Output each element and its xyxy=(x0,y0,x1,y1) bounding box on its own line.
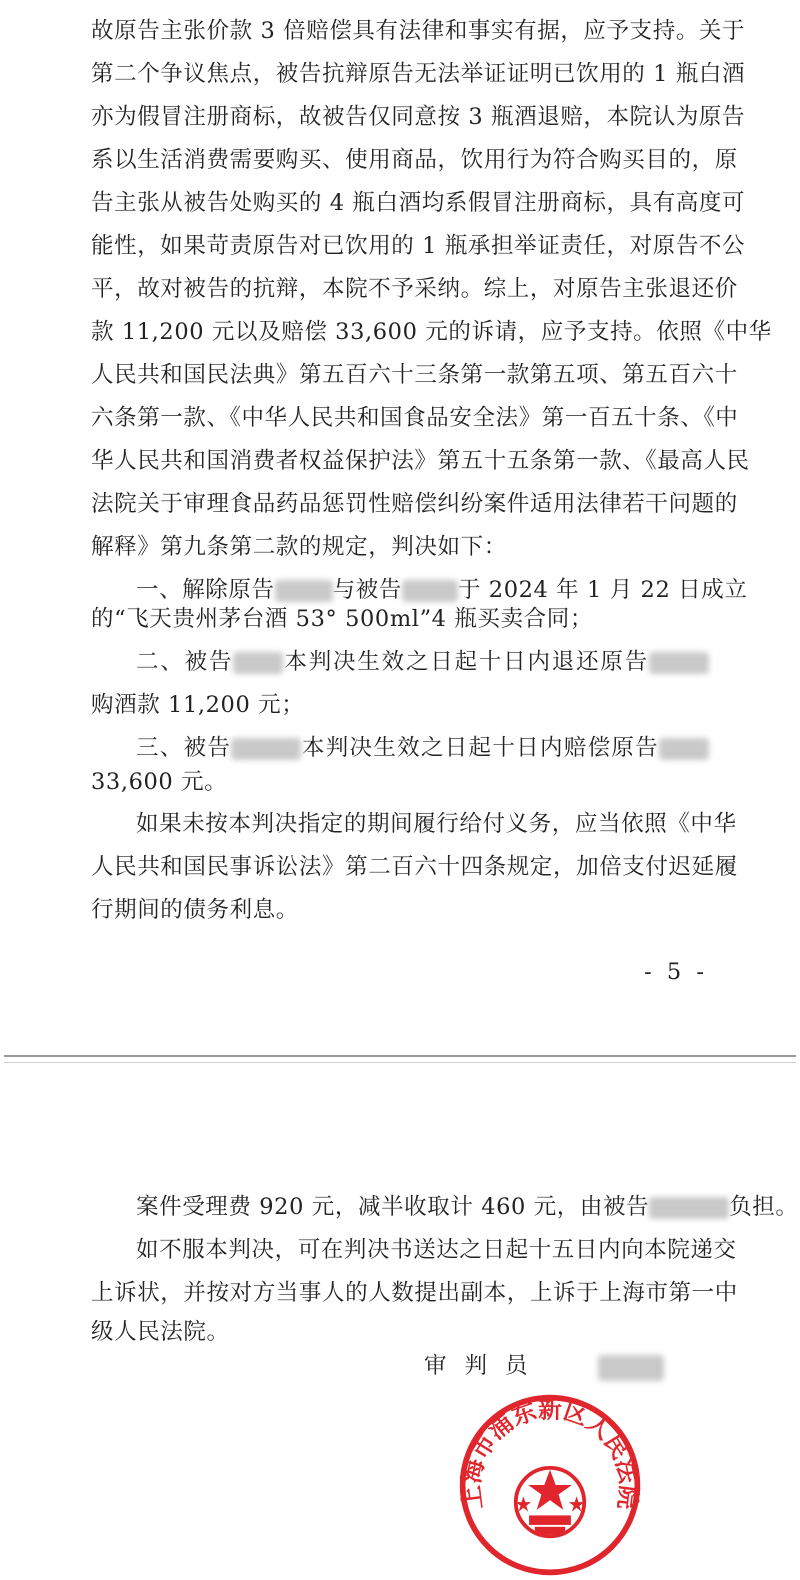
item2-text-b: 本判决生效之日起十日内退还原告 xyxy=(283,649,649,675)
national-emblem-icon xyxy=(516,1468,584,1536)
item3-text-b: 本判决生效之日起十日内赔偿原告 xyxy=(301,735,659,761)
seal-text: 上海市浦东新区人民法院 xyxy=(456,1395,644,1512)
appeal-line-1: 如不服本判决，可在判决书送达之日起十五日内向本院递交 xyxy=(136,1237,737,1263)
judgment-item-1-cont: 的“飞天贵州茅台酒 53° 500ml”4 瓶买卖合同； xyxy=(91,606,593,632)
item1-text-c: 于 2024 年 1 月 22 日成立 xyxy=(457,577,748,603)
fee-text-b: 负担。 xyxy=(729,1194,799,1220)
body-line-1: 故原告主张价款 3 倍赔偿具有法律和事实有据，应予支持。关于 xyxy=(91,18,746,44)
item3-text-a: 三、被告 xyxy=(136,735,232,761)
appeal-line-3: 级人民法院。 xyxy=(91,1319,230,1345)
notice-line-2: 人民共和国民事诉讼法》第二百六十四条规定，加倍支付迟延履 xyxy=(91,854,738,880)
page-divider xyxy=(4,1055,796,1063)
notice-line-3: 行期间的债务利息。 xyxy=(91,897,299,923)
item1-text-b: 与被告 xyxy=(332,577,402,603)
redacted-plaintiff-name xyxy=(275,580,333,602)
judgment-item-3-cont: 33,600 元。 xyxy=(91,769,228,795)
item1-text-a: 一、解除原告 xyxy=(136,577,275,603)
body-line-4: 系以生活消费需要购买、使用商品，饮用行为符合购买目的，原 xyxy=(91,147,738,173)
body-line-9: 人民共和国民法典》第五百六十三条第一款第五项、第五百六十 xyxy=(91,362,738,388)
redacted-plaintiff-name xyxy=(649,652,709,674)
body-line-5: 告主张从被告处购买的 4 瓶白酒均系假冒注册商标，具有高度可 xyxy=(91,190,746,216)
page-number: - 5 - xyxy=(644,959,708,985)
body-line-11: 华人民共和国消费者权益保护法》第五十五条第一款、《最高人民 xyxy=(91,448,750,474)
body-line-2: 第二个争议焦点，被告抗辩原告无法举证证明已饮用的 1 瓶白酒 xyxy=(91,61,746,87)
notice-line-1: 如果未按本判决指定的期间履行给付义务，应当依照《中华 xyxy=(136,811,737,837)
judgment-item-2 xyxy=(136,647,709,677)
body-line-3: 亦为假冒注册商标，故被告仅同意按 3 瓶酒退赔，本院认为原告 xyxy=(91,104,746,130)
court-seal xyxy=(455,1390,645,1580)
body-line-7: 平，故对被告的抗辩，本院不予采纳。综上，对原告主张退还价 xyxy=(91,276,738,302)
redacted-judge-name xyxy=(598,1355,664,1381)
redacted-defendant-name xyxy=(231,738,301,760)
judgment-item-2-cont: 购酒款 11,200 元； xyxy=(91,692,305,718)
body-line-10: 六条第一款、《中华人民共和国食品安全法》第一百五十条、《中 xyxy=(91,405,739,431)
body-line-13: 解释》第九条第二款的规定，判决如下： xyxy=(91,534,507,560)
judge-title: 审判员 xyxy=(424,1353,546,1379)
redacted-defendant-name xyxy=(233,652,283,674)
court-fee-line xyxy=(136,1192,799,1222)
redacted-defendant-name xyxy=(649,1197,729,1219)
body-line-8: 款 11,200 元以及赔偿 33,600 元的诉请，应予支持。依照《中华 xyxy=(91,319,772,345)
item2-text-a: 二、被告 xyxy=(136,649,234,675)
body-line-12: 法院关于审理食品药品惩罚性赔偿纠纷案件适用法律若干问题的 xyxy=(91,491,738,517)
judgment-item-3 xyxy=(136,733,709,763)
fee-text-a: 案件受理费 920 元，减半收取计 460 元，由被告 xyxy=(136,1194,650,1220)
appeal-line-2: 上诉状，并按对方当事人的人数提出副本，上诉于上海市第一中 xyxy=(91,1280,738,1306)
judgment-item-1 xyxy=(136,575,748,605)
body-line-6: 能性，如果苛责原告对已饮用的 1 瓶承担举证责任，对原告不公 xyxy=(91,233,746,259)
redacted-defendant-name xyxy=(402,580,458,602)
redacted-plaintiff-name xyxy=(659,738,709,760)
